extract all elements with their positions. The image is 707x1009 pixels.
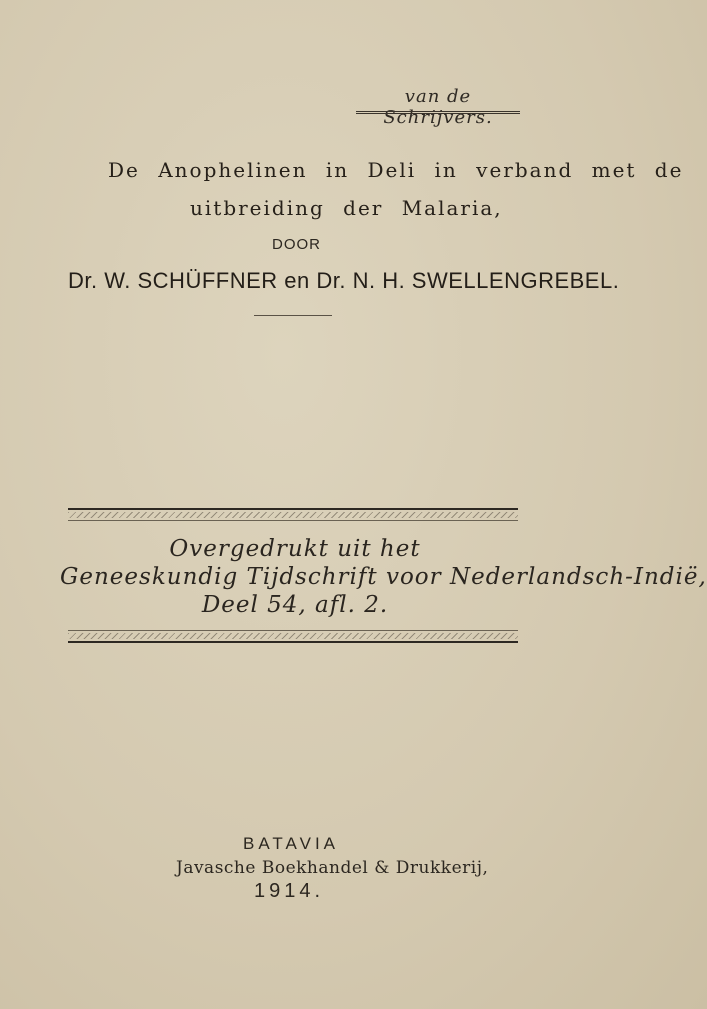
- title-line-2: uitbreiding der Malaria,: [190, 196, 503, 220]
- upper-ornament-border: [68, 512, 518, 518]
- upper-divider-thick: [68, 508, 518, 510]
- imprint-publisher: Javasche Boekhandel & Drukkerij,: [176, 858, 489, 878]
- reprint-line-2: Geneeskundig Tijdschrift voor Nederlandsch-Indië,: [60, 564, 707, 590]
- by-label: DOOR: [272, 236, 321, 253]
- imprint-city: BATAVIA: [243, 834, 340, 853]
- authors: Dr. W. SCHÜFFNER en Dr. N. H. SWELLENGREBEL.: [68, 268, 620, 293]
- upper-divider-thin: [68, 520, 518, 521]
- reprint-line-3: Deel 54, afl. 2.: [201, 592, 389, 618]
- reprint-line-1: Overgedrukt uit het: [169, 536, 421, 562]
- presentation-underline: [356, 111, 520, 114]
- short-divider: [254, 315, 332, 316]
- lower-divider-thick: [68, 641, 518, 643]
- lower-ornament-border: [68, 633, 518, 639]
- presentation-note: van de Schrijvers.: [383, 86, 493, 128]
- imprint-year: 1914.: [254, 880, 325, 902]
- lower-divider-thin: [68, 630, 518, 631]
- title-line-1: De Anophelinen in Deli in verband met de: [108, 158, 684, 182]
